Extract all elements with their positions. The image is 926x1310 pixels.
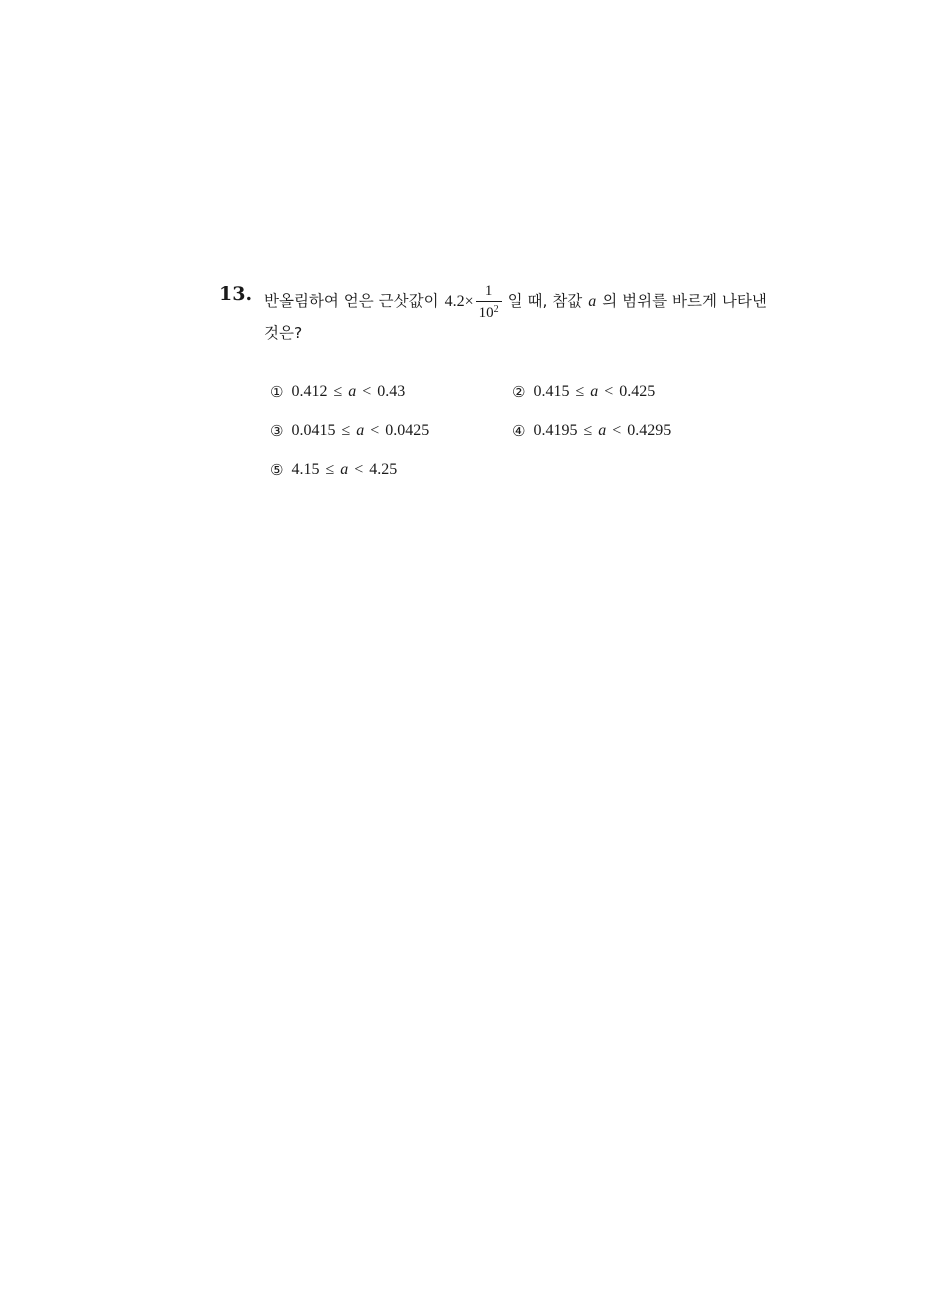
times-sign: ×: [464, 293, 474, 310]
choice-op-lt: <: [612, 422, 622, 439]
choice-marker: ④: [512, 422, 526, 440]
choice-lower-bound: 0.4195: [533, 422, 578, 439]
choice-variable: a: [348, 383, 357, 400]
choice-op-le: ≤: [575, 383, 585, 400]
choice-lower-bound: 0.0415: [291, 422, 336, 439]
choice-op-le: ≤: [333, 383, 343, 400]
choice-upper-bound: 0.0425: [385, 422, 430, 439]
choice-upper-bound: 0.425: [619, 383, 656, 400]
choice-2[interactable]: [512, 383, 655, 401]
denominator-exponent: 2: [493, 303, 499, 315]
choice-3[interactable]: [270, 422, 429, 440]
fraction-numerator: 1: [484, 282, 493, 299]
variable-a: a: [588, 293, 597, 310]
choice-4[interactable]: [512, 422, 671, 440]
question-text-after-b: 의 범위를 바르게 나타낸: [602, 292, 767, 311]
choice-marker: ⑤: [270, 461, 284, 479]
expr-coefficient: 4.2: [444, 293, 465, 310]
fraction-denominator: [476, 302, 502, 321]
question-line-1: [264, 280, 784, 324]
question-text-before: 반올림하여 얻은 근삿값이: [264, 292, 439, 311]
choice-op-le: ≤: [583, 422, 593, 439]
choice-op-lt: <: [362, 383, 372, 400]
choice-upper-bound: 4.25: [369, 461, 398, 478]
denominator-base: 10: [478, 304, 494, 321]
choice-lower-bound: 0.415: [533, 383, 570, 400]
fraction: [476, 284, 502, 321]
choice-5[interactable]: [270, 461, 397, 479]
choice-lower-bound: 0.412: [291, 383, 328, 400]
question-text: [264, 280, 784, 342]
question-number: 13.: [219, 283, 253, 305]
question-line-2: 것은?: [264, 324, 303, 342]
choice-op-le: ≤: [325, 461, 335, 478]
choice-op-lt: <: [604, 383, 614, 400]
choice-variable: a: [340, 461, 349, 478]
choice-marker: ③: [270, 422, 284, 440]
choice-variable: a: [590, 383, 599, 400]
choice-marker: ②: [512, 383, 526, 401]
choice-upper-bound: 0.43: [377, 383, 406, 400]
choice-op-lt: <: [370, 422, 380, 439]
choice-variable: a: [598, 422, 607, 439]
choice-upper-bound: 0.4295: [627, 422, 672, 439]
choice-variable: a: [356, 422, 365, 439]
choice-op-lt: <: [354, 461, 364, 478]
choice-1[interactable]: [270, 383, 405, 401]
choice-marker: ①: [270, 383, 284, 401]
question-text-after-a: 일 때, 참값: [507, 292, 583, 311]
choice-op-le: ≤: [341, 422, 351, 439]
choice-lower-bound: 4.15: [291, 461, 320, 478]
